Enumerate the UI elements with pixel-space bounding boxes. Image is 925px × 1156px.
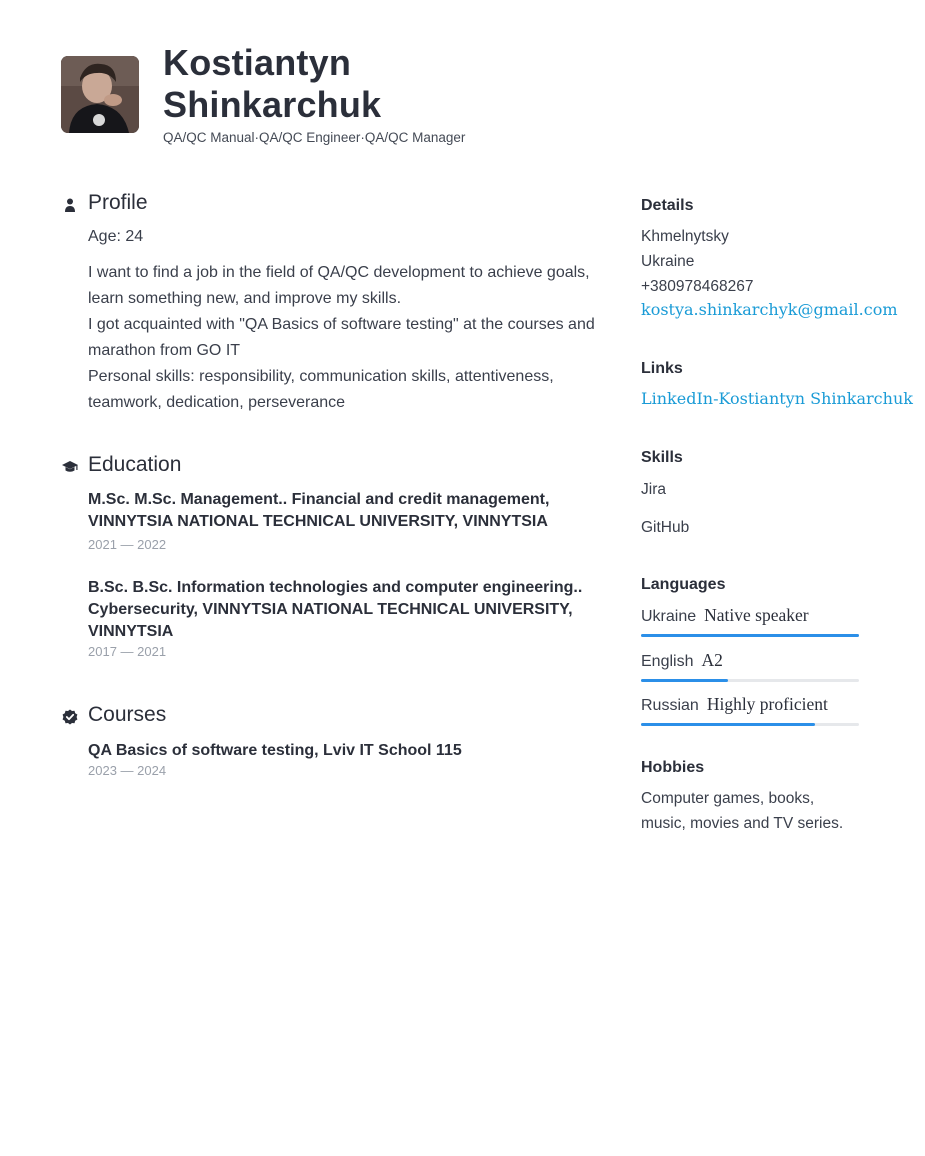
language-bar-fill [641,679,728,682]
education-dates: 2021 — 2022 [88,537,167,552]
education-degree: VINNYTSIA [88,623,174,640]
language-bar-fill [641,634,859,637]
links-heading: Links [641,360,683,377]
hobbies-line: music, movies and TV series. [641,815,844,832]
details-heading: Details [641,197,694,214]
education-degree: VINNYTSIA NATIONAL TECHNICAL UNIVERSITY, VINNYTSIA [88,513,548,530]
education-entry [88,577,608,659]
verified-badge-icon [62,709,78,725]
skill-item: GitHub [641,519,690,536]
education-dates: 2017 — 2021 [88,644,167,659]
language-name: Ukraine [641,608,697,625]
profile-line: I want to find a job in the field of QA/QC development to achieve goals, [88,264,590,281]
language-item [641,650,859,690]
profile-summary [88,260,608,416]
hobbies-text [641,786,843,836]
profile-age: Age: 24 [88,228,144,245]
language-bar-track [641,723,859,726]
email-link[interactable]: kostya.shinkarchyk@gmail.com [641,300,898,319]
language-name: Russian [641,697,699,714]
language-name: English [641,653,694,670]
course-entry [88,740,608,778]
profile-line: learn something new, and improve my skills. [88,290,402,307]
person-icon [62,197,78,213]
language-bar-fill [641,723,815,726]
details-phone: +380978468267 [641,278,754,295]
language-bar-track [641,679,859,682]
languages-heading: Languages [641,576,726,593]
graduation-cap-icon [62,459,78,475]
profile-line: Personal skills: responsibility, communication skills, attentiveness, [88,368,554,385]
language-level: A2 [701,650,723,670]
education-degree: Cybersecurity, VINNYTSIA NATIONAL TECHNICAL UNIVERSITY, [88,601,573,618]
hobbies-heading: Hobbies [641,759,705,776]
linkedin-link[interactable]: LinkedIn-Kostiantyn Shinkarchuk [641,389,913,408]
details-block [641,224,754,299]
profile-line: teamwork, dedication, perseverance [88,394,346,411]
section-title-profile: Profile [88,191,148,214]
language-bar-track [641,634,859,637]
education-entry [88,489,608,552]
section-title-education: Education [88,453,182,476]
language-level: Native speaker [704,605,809,625]
details-country: Ukraine [641,253,695,270]
education-degree: M.Sc. M.Sc. Management.. Financial and credit management, [88,491,550,508]
education-degree: B.Sc. B.Sc. Information technologies and computer engineering.. [88,579,583,596]
details-city: Khmelnytsky [641,228,729,245]
section-title-courses: Courses [88,703,167,726]
skills-heading: Skills [641,449,683,466]
course-dates: 2023 — 2024 [88,763,167,778]
skill-item: Jira [641,481,666,498]
course-title: QA Basics of software testing, Lviv IT School 115 [88,742,462,759]
hobbies-line: Computer games, books, [641,790,815,807]
language-item [641,694,859,734]
profile-line: I got acquainted with "QA Basics of software testing" at the courses and [88,316,595,333]
candidate-name [163,42,381,126]
language-item [641,605,859,645]
profile-line: marathon from GO IT [88,342,241,359]
avatar [61,56,139,133]
name-last: Shinkarchuk [163,84,382,125]
avatar-photo [61,56,139,133]
job-titles: QA/QC Manual·QA/QC Engineer·QA/QC Manager [163,130,466,145]
name-first: Kostiantyn [163,42,352,83]
language-level: Highly proficient [706,694,828,714]
